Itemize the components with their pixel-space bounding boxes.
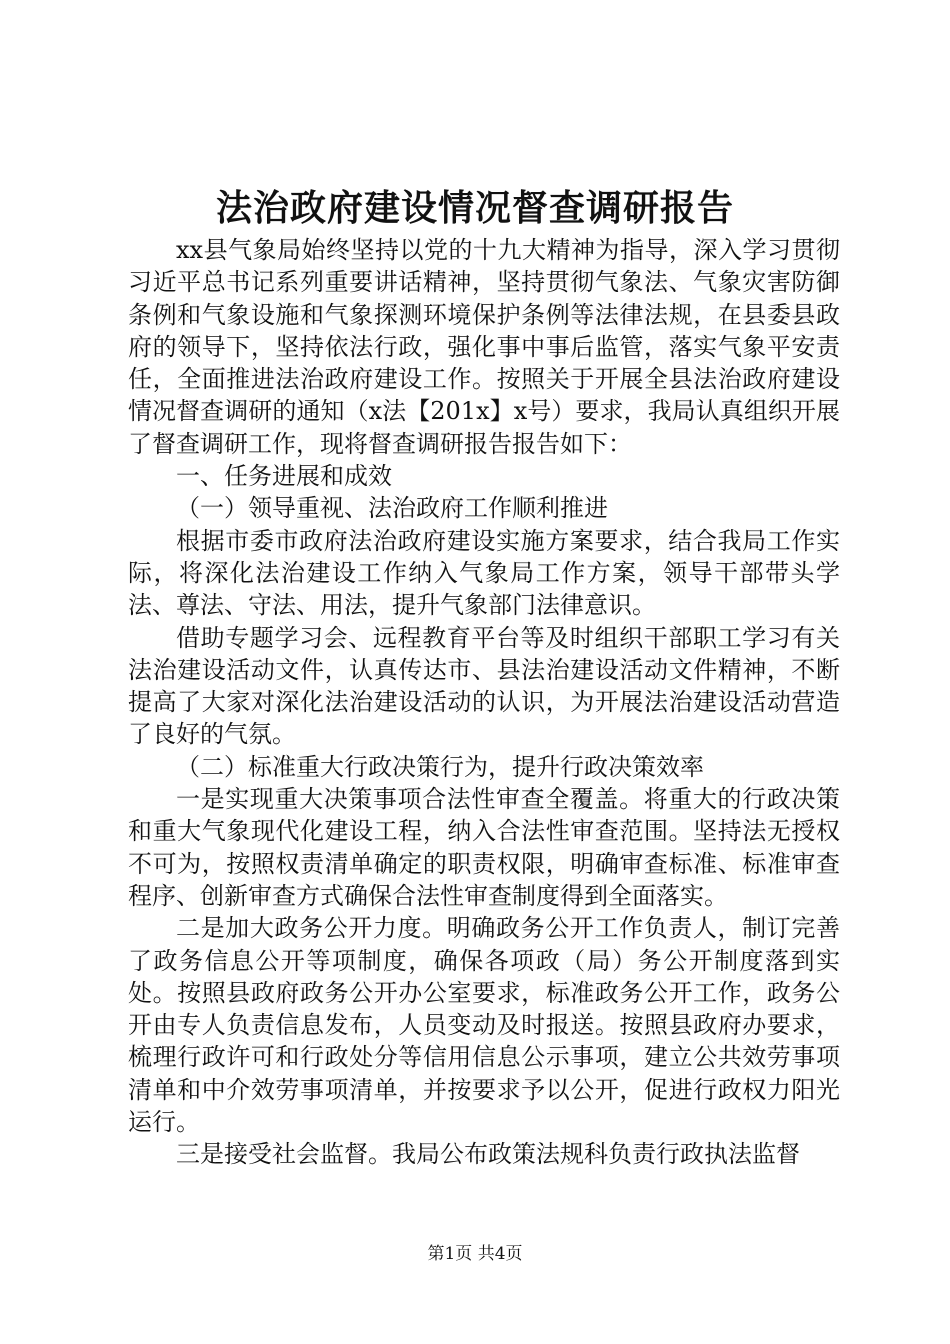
page-title: 法治政府建设情况督查调研报告 [215, 187, 734, 229]
document-body [128, 234, 840, 1171]
page-number: 第1页 共4页 [427, 1244, 523, 1264]
heading-section-1: 一、任务进展和成效 [176, 462, 392, 491]
paragraph-intro: xx县气象局始终坚持以党的十九大精神为指导，深入学习贯彻习近平总书记系列重要讲话精神，坚持贯彻气象法、气象灾害防御条例和气象设施和气象探测环境保护条例等法律法规，在县委县政府的领导下，坚持依法行政，强化事中事后监管，落实气象平安责任，全面推进法治政府建设工作。按照关于开展全县法治政府建设情况督查调研的通知（x法【201x】x号）要求，我局认真组织开展了督查调研工作，现将督查调研报告报告如下： [128, 236, 840, 458]
paragraph: 三是接受社会监督。我局公布政策法规科负责行政执法监督 [176, 1140, 800, 1169]
paragraph: 一是实现重大决策事项合法性审查全覆盖。将重大的行政决策和重大气象现代化建设工程，纳入合法性审查范围。坚持法无授权不可为，按照权责清单确定的职责权限，明确审查标准、标准审查程序、创新审查方式确保合法性审查制度得到全面落实。 [128, 785, 840, 910]
heading-subsection-1: （一）领导重视、法治政府工作顺利推进 [176, 494, 608, 523]
paragraph: 二是加大政务公开力度。明确政务公开工作负责人，制订完善了政务信息公开等项制度，确保各项政（局）务公开制度落到实处。按照县政府政务公开办公室要求，标准政务公开工作，政务公开由专人负责信息发布，人员变动及时报送。按照县政府办要求，梳理行政许可和行政处分等信用信息公示事项，建立公共效劳事项清单和中介效劳事项清单，并按要求予以公开，促进行政权力阳光运行。 [128, 914, 840, 1137]
heading-subsection-2: （二）标准重大行政决策行为，提升行政决策效率 [176, 752, 704, 781]
paragraph: 借助专题学习会、远程教育平台等及时组织干部职工学习有关法治建设活动文件，认真传达市、县法治建设活动文件精神，不断提高了大家对深化法治建设活动的认识，为开展法治建设活动营造了良好的气氛。 [128, 623, 840, 749]
paragraph: 根据市委市政府法治政府建设实施方案要求，结合我局工作实际，将深化法治建设工作纳入气象局工作方案，领导干部带头学法、尊法、守法、用法，提升气象部门法律意识。 [128, 526, 840, 620]
